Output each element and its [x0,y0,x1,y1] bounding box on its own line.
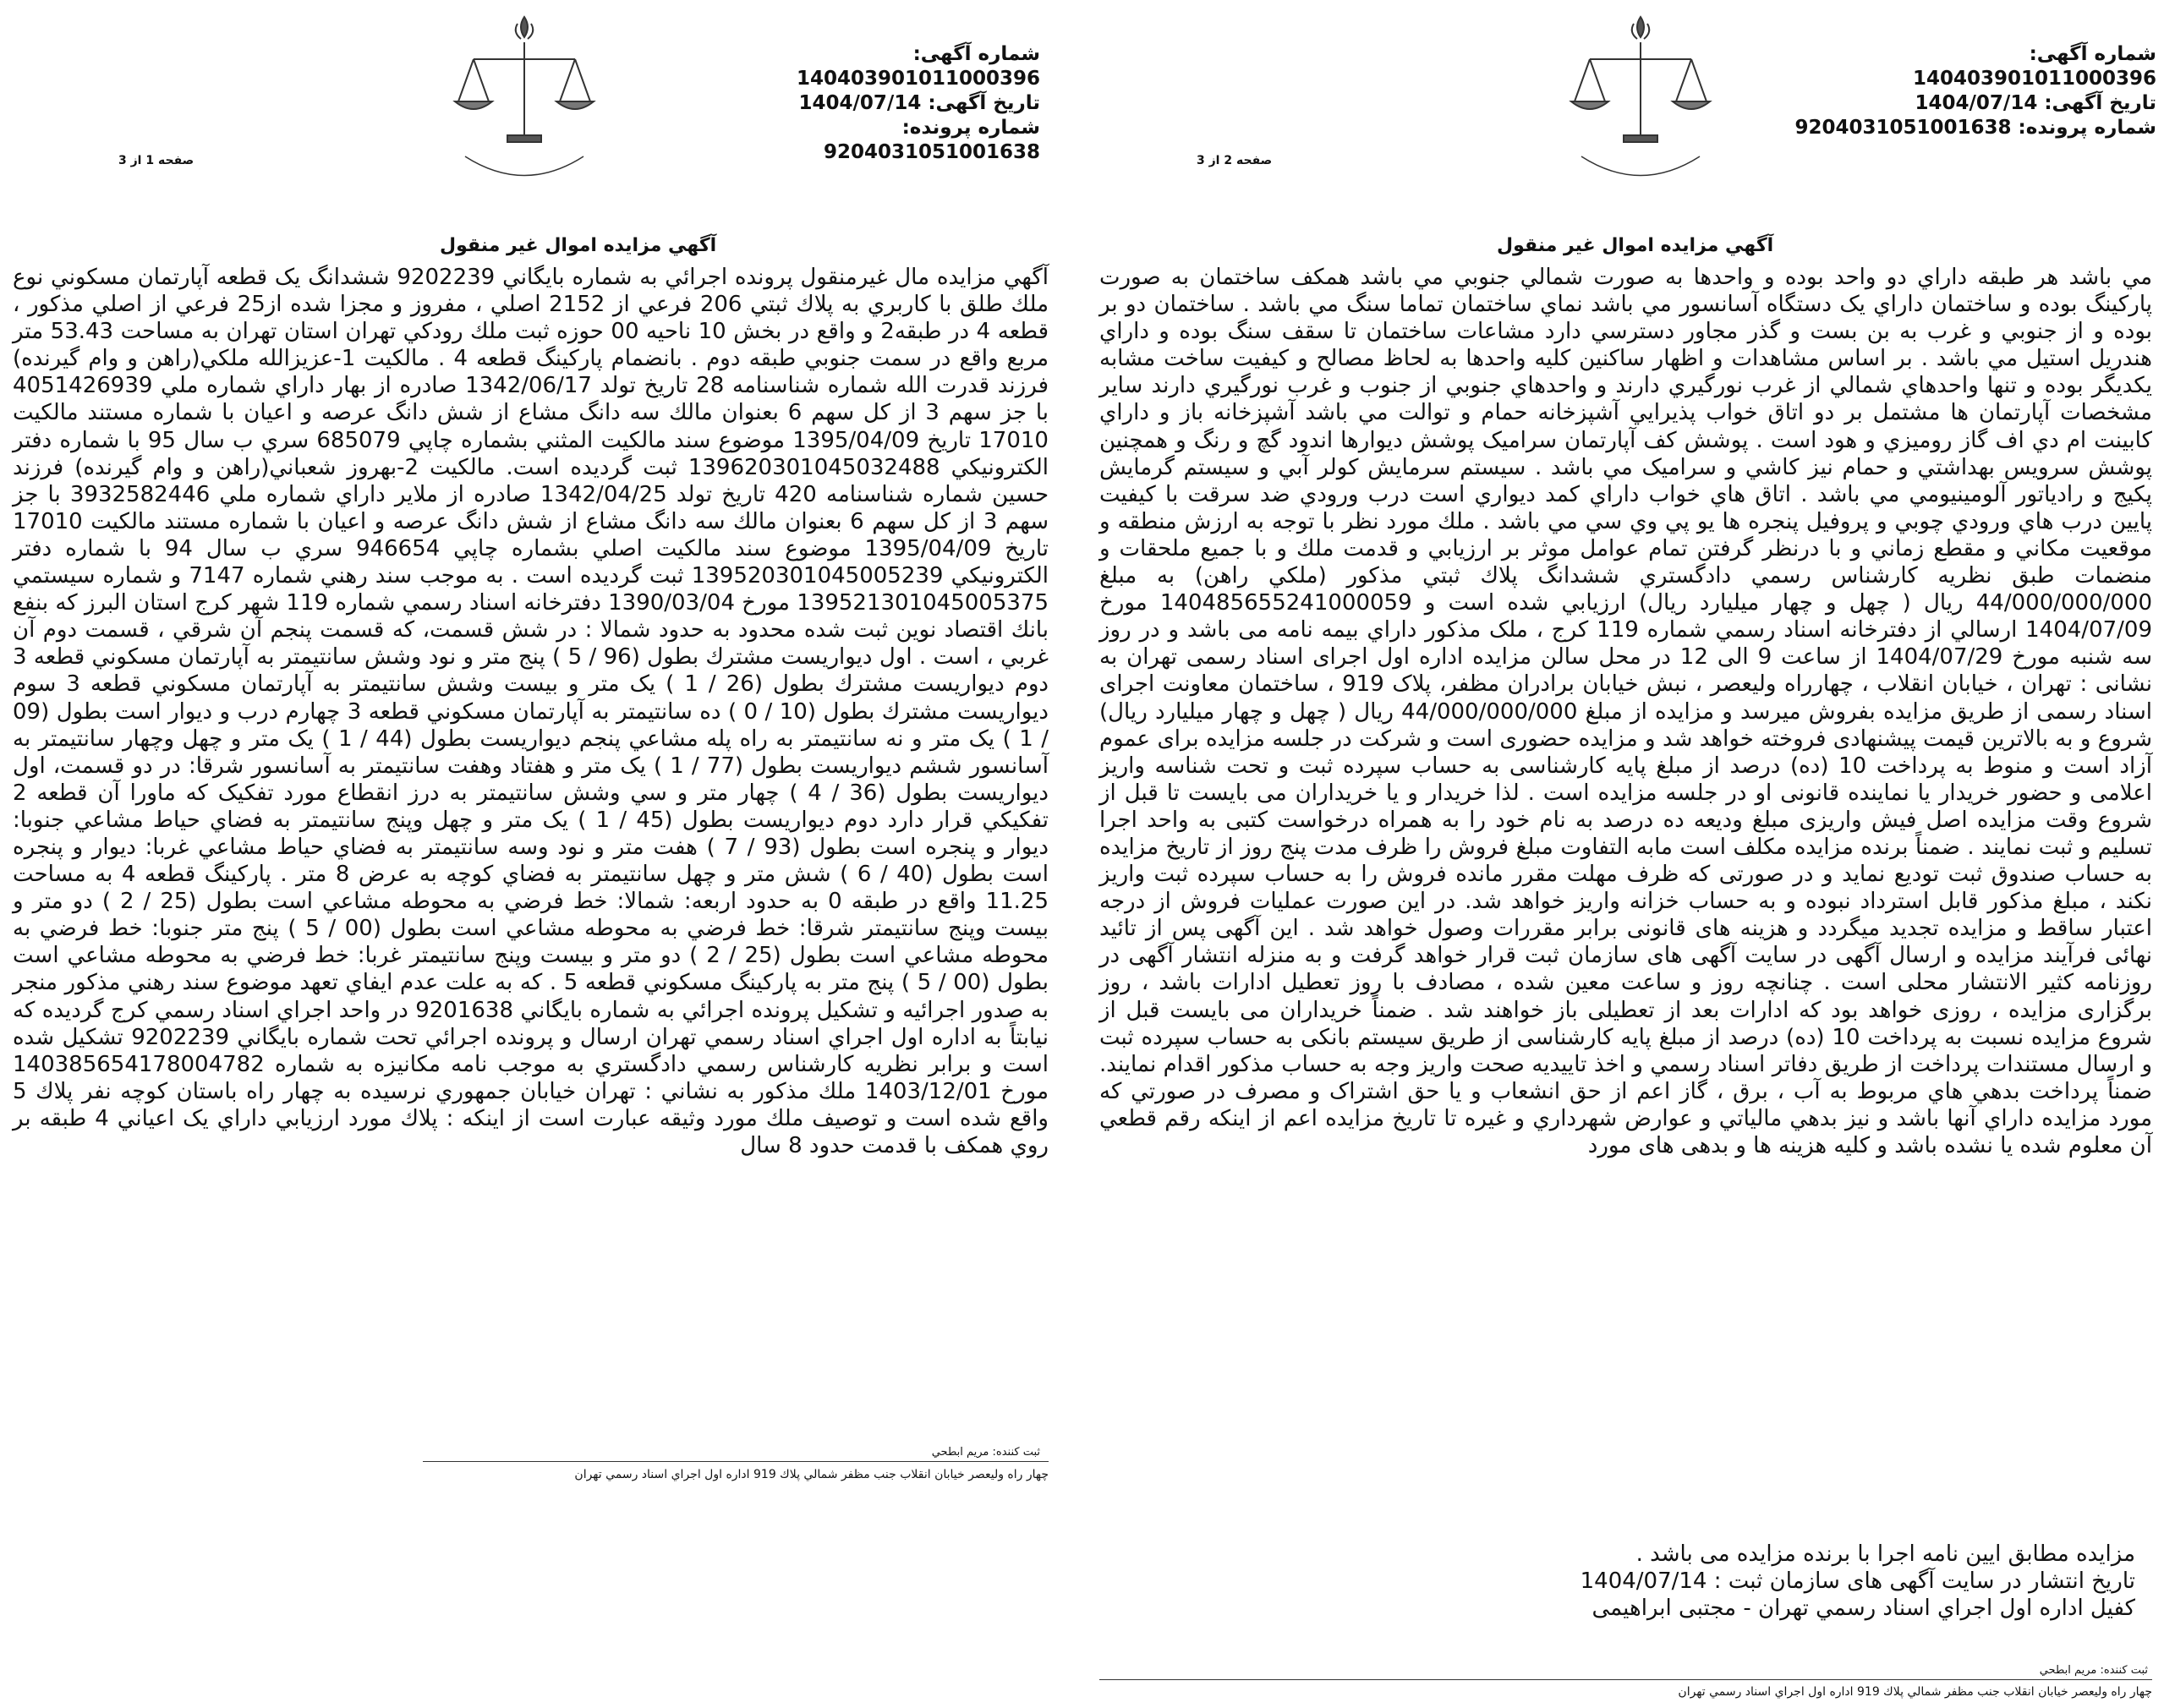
footer-divider [1099,1679,2152,1680]
recorder-name: ثبت كننده: مريم ابطحي [931,1446,1040,1459]
office-address: چهار راه وليعصر خيابان انقلاب جنب مظفر شمالي پلاك 919 اداره اول اجراي اسناد رسمي تهران [1678,1685,2152,1699]
publication-date-line: تاريخ انتشار در سايت آگهی های سازمان ثبت : 1404/07/14 [1580,1568,2135,1594]
page-number: صفحه 1 از 3 [118,154,194,167]
file-number: شماره پرونده: 9204031051001638 [823,117,1040,163]
closing-line: مزايده مطابق ايين نامه اجرا با برنده مزايده می باشد . [1635,1541,2135,1567]
judiciary-emblem-icon [440,8,609,186]
notice-title: آگهي مزايده اموال غير منقول [1497,235,1774,256]
page-number: صفحه 2 از 3 [1197,154,1273,167]
notice-page-1 [0,0,1061,1708]
judiciary-emblem-icon [1556,8,1725,186]
notice-body: آگهي مزايده مال غيرمنقول پرونده اجرائي به شماره بايگاني 9202239 ششدانگ يک قطعه آپارتمان مسكوني نوع ملك طلق با كاربري به پلاك ثبتي 206 فرعي از 2152 اصلي ، مفروز و مجزا شده از25 فرعي از اصلي مذكور ، قطعه 4 در طبقه2 و واقع در بخش 10 ناحيه 00 حوزه ثبت ملك رودكي تهران استان تهران به مساحت 53.43 متر مربع واقع در سمت جنوبي طبقه دوم . بانضمام پاركينگ قطعه 4 . مالكيت 1-عزيزالله ملكي(راهن و وام گيرنده) فرزند قدرت الله شماره شناسنامه 28 تاريخ تولد 1342/06/17 صادره از بهار داراي شماره ملي 4051426939 با جز سهم 3 از كل سهم 6 بعنوان مالك سه دانگ مشاع از شش دانگ عرصه و اعيان با شماره مستند مالكيت 17010 تاريخ 1395/04/09 موضوع سند مالكيت المثني بشماره چاپي 685079 سري ب سال 95 با شماره دفتر الكترونيكي 139620301045032488 ثبت گرديده است. مالكيت 2-بهروز شعباني(راهن و وام گيرنده) فرزند حسين شماره شناسنامه 420 تاريخ تولد 1342/04/25 صادره از ملاير داراي شماره ملي 3932582446 با جز سهم 3 از كل سهم 6 بعنوان مالك سه دانگ مشاع از شش دانگ عرصه و اعيان با شماره مستند مالكيت 17010 تاريخ 1395/04/09 موضوع سند مالكيت اصلي بشماره چاپي 946654 سري ب سال 94 با شماره دفتر الكترونيكي 139520301045005239 ثبت گرديده است . به موجب سند رهني شماره 7147 و شماره سيستمي 139521301045005375 مورخ 1390/03/04 دفترخانه اسناد رسمي شماره 119 شهر كرج استان البرز كه بنفع بانك اقتصاد نوين ثبت شده محدود به حدود شمالا : در شش قسمت، كه قسمت پنجم آن شرقي ، قسمت دوم آن غربي ، است . اول ديواريست مشترك بطول (96 / 5 ) پنج متر و نود وشش سانتيمتر به آپارتمان مسكوني قطعه 3 دوم ديواريست مشترك بطول (26 / 1 ) يک متر و بيست وشش سانتيمتر به آپارتمان مسكوني قطعه 3 سوم ديواريست مشترك بطول (10 / 0 ) ده سانتيمتر به آپارتمان مسكوني قطعه 3 چهارم درب و ديوار است بطول (09 / 1 ) يک متر و نه سانتيمتر به راه پله مشاعي پنجم ديواريست بطول (44 / 1 ) يک متر و چهل وچهار سانتيمتر به آسانسور ششم ديواريست بطول (77 / 1 ) يک متر و هفتاد وهفت سانتيمتر به آسانسور شرقا: در دو قسمت، اول ديواريست بطول (36 / 4 ) چهار متر و سي وشش سانتيمتر به درز انقطاع مورد تفكيک كه ماورا آن قطعه 2 تفكيكي قرار دارد دوم ديواريست بطول (45 / 1 ) يک متر و چهل وپنج سانتيمتر به فضاي حياط مشاعي جنوبا: ديوار و پنجره است بطول (93 / 7 ) هفت متر و نود وسه سانتيمتر به فضاي حياط مشاعي غربا: ديوار و پنجره است بطول (40 / 6 ) شش متر و چهل سانتيمتر به فضاي كوچه به عرض 8 متر . پاركينگ قطعه 4 به مساحت 11.25 واقع در طبقه 0 به حدود اربعه: شمالا: خط فرضي به محوطه مشاعي است بطول (25 / 2 ) دو متر و بيست وپنج سانتيمتر شرقا: خط فرضي به محوطه مشاعي است بطول (00 / 5 ) پنج متر جنوبا: خط فرضي به محوطه مشاعي است بطول (25 / 2 ) دو متر و بيست وپنج سانتيمتر غربا: خط فرضي به محوطه مشاعي است بطول (00 / 5 ) پنج متر به پاركينگ مسكوني قطعه 5 . كه به علت عدم ايفاي تعهد موضوع سند رهني مذكور منجر به صدور اجرائيه و تشكيل پرونده اجرائي به شماره بايگاني 9201638 در واحد اجراي اسناد رسمي كرج گرديده كه نيابتاً به اداره اول اجراي اسناد رسمي تهران ارسال و پرونده اجرائي تحت شماره بايگاني 9202239 تشكيل شده است و برابر نظريه كارشناس رسمي دادگستري به موجب نامه مكانيزه به شماره 140385654178004782 مورخ 1403/12/01 ملك مذكور به نشاني : تهران خيابان جمهوري نرسيده به چهار راه باستان كوچه نفر پلاك 5 واقع شده است و توصيف ملك مورد وثيقه عبارت است از اينكه : پلاك مورد ارزيابي داراي يک اعياني 4 طبقه بر روي همكف با قدمت حدود 8 سال [13,265,1049,1158]
notice-title: آگهي مزايده اموال غير منقول [440,235,717,256]
file-number: شماره پرونده: 9204031051001638 [1794,117,2156,139]
notice-meta [702,42,1040,165]
recorder-name: ثبت كننده: مريم ابطحي [2039,1664,2148,1677]
notice-body: مي باشد هر طبقه داراي دو واحد بوده و واحدها به صورت شمالي جنوبي مي باشد همكف ساختمان به صورت پاركينگ بوده و ساختمان داراي يک دستگاه آسانسور مي باشد نماي ساختمان تماما سنگ مي باشد . ساختمان دو بر بوده و از جنوبي و غرب به بن بست و گذر مجاور دسترسي دارد مشاعات ساختمان تا سقف سنگ بوده و داراي هندريل استيل مي باشد . بر اساس مشاهدات و اظهار ساكنين كليه واحدها به لحاظ مصالح و كيفيت ساخت مشابه يكديگر بوده و تنها واحدهاي شمالي از غرب نورگيري دارند و واحدهاي جنوبي از جنوب و غرب نورگيري دارند ساير مشخصات آپارتمان ها مشتمل بر دو اتاق خواب پذيرايي آشپزخانه حمام و توالت مي باشد آشپزخانه باز و داراي كابينت ام دي اف گاز روميزي و هود است . پوشش كف آپارتمان سراميک پوشش ديوارها اندود گچ و رنگ و همچنين پوشش سرويس بهداشتي و حمام نيز كاشي و سراميک مي باشد . سيستم سرمايش كولر آبي و سيستم گرمايش پكيج و رادياتور آلومينيومي مي باشد . اتاق هاي خواب داراي كمد ديواري است درب ورودي ضد سرقت با كيفيت پايين درب هاي ورودي چوبي و پروفيل پنجره ها يو پي وي سي مي باشد . ملك مورد نظر با توجه به ارزش منطقه و موقعيت مكاني و مقطع زماني و با درنظر گرفتن تمام عوامل موثر بر ارزيابي و قدمت ملك و با جميع ملحقات و منضمات طبق نظريه كارشناس رسمي دادگستري ششدانگ پلاك ثبتي مذكور (ملكي راهن) به مبلغ 44/000/000/000 ريال ( چهل و چهار ميليارد ريال) ارزيابي شده است و 140485655241000059 مورخ 1404/07/09 ارسالي از دفترخانه اسناد رسمي شماره 119 كرج ، ملک مذکور داراي بيمه نامه می باشد و در روز سه شنبه مورخ 1404/07/29 از ساعت 9 الی 12 در محل سالن مزايده اداره اول اجرای اسناد رسمی تهران به نشانی : تهران ، خيابان انقلاب ، چهارراه وليعصر ، نبش خيابان برادران مظفر، پلاک 919 ، ساختمان معاونت اجرای اسناد رسمی از طريق مزايده بفروش ميرسد و مزايده از مبلغ 44/000/000/000 ريال ( چهل و چهار ميليارد ريال) شروع و به بالاترين قيمت پيشنهادی فروخته خواهد شد و مزايده حضوری است و شرکت در جلسه مزايده برای عموم آزاد است و منوط به پرداخت 10 (ده) درصد از مبلغ پايه کارشناسی به حساب سپرده ثبت و تحت شناسه واريز اعلامی و حضور خريدار يا نماينده قانونی او در جلسه مزايده است . لذا خريدار و يا خريداران می بايست تا قبل از شروع وقت مزايده اصل فيش واريزی مبلغ وديعه ده درصد به نام خود را به همراه درخواست کتبی به واحد اجرا تسليم و ثبت نمايند . ضمناً برنده مزايده مکلف است مابه التفاوت مبلغ فروش را ظرف مدت پنج روز از تاريخ مزايده به حساب صندوق ثبت توديع نمايد و در صورتی که ظرف مهلت مقرر مانده فروش را به حساب سپرده ثبت واريز نکند ، مبلغ مذکور قابل استرداد نبوده و به حساب خزانه واريز خواهد شد. در اين صورت عمليات فروش از درجه اعتبار ساقط و مزايده تجديد ميگردد و هزينه های قانونی برابر مقررات وصول خواهد شد . اين آگهی پس از تائيد نهائی فرآيند مزايده و ارسال آگهی در سايت آگهی های سازمان ثبت قرار خواهد گرفت و به منزله انتشار آگهی در روزنامه کثير الانتشار محلی است . چنانچه روز و ساعت معين شده ، مصادف با روز تعطيل ادارات باشد ، روز برگزاری مزايده ، روزی خواهد بود که ادارات بعد از تعطيلی باز خواهند شد . ضمناً خريداران می بايست قبل از شروع مزايده نسبت به پرداخت 10 (ده) درصد از مبلغ پايه کارشناسی از طريق سيستم بانکی به حساب سپرده ثبت و ارسال مستندات پرداخت از طريق دفاتر اسناد رسمي و اخذ تاييديه صحت واريز وجه به حساب مذکور اقدام نمايند. ضمناً پرداخت بدهي هاي مربوط به آب ، برق ، گاز اعم از حق انشعاب و يا حق اشتراک و مصرف در صورتي كه مورد مزايده داراي آنها باشد و نيز بدهي مالياتي و عوارض شهرداري و غيره تا تاريخ مزايده اعم از اينكه رقم قطعي آن معلوم شده يا نشده باشد و کليه هزينه ها و بدهی های مورد [1099,265,2153,1158]
notice-number: شماره آگهی: 140403901011000396 [1912,43,2156,90]
footer-divider [423,1461,1049,1462]
notice-meta [1784,42,2156,140]
notice-page-2 [1099,0,2164,1708]
signatory-line: کفيل اداره اول اجراي اسناد رسمي تهران - مجتبی ابراهيمی [1591,1596,2135,1621]
notice-date: تاریخ آگهی: 1404/07/14 [1915,92,2156,114]
notice-number: شماره آگهی: 140403901011000396 [796,43,1040,90]
office-address: چهار راه وليعصر خيابان انقلاب جنب مظفر شمالي پلاك 919 اداره اول اجراي اسناد رسمي تهران [574,1468,1049,1481]
notice-date: تاریخ آگهی: 1404/07/14 [798,92,1040,114]
notice-closing [1099,1541,2135,1622]
